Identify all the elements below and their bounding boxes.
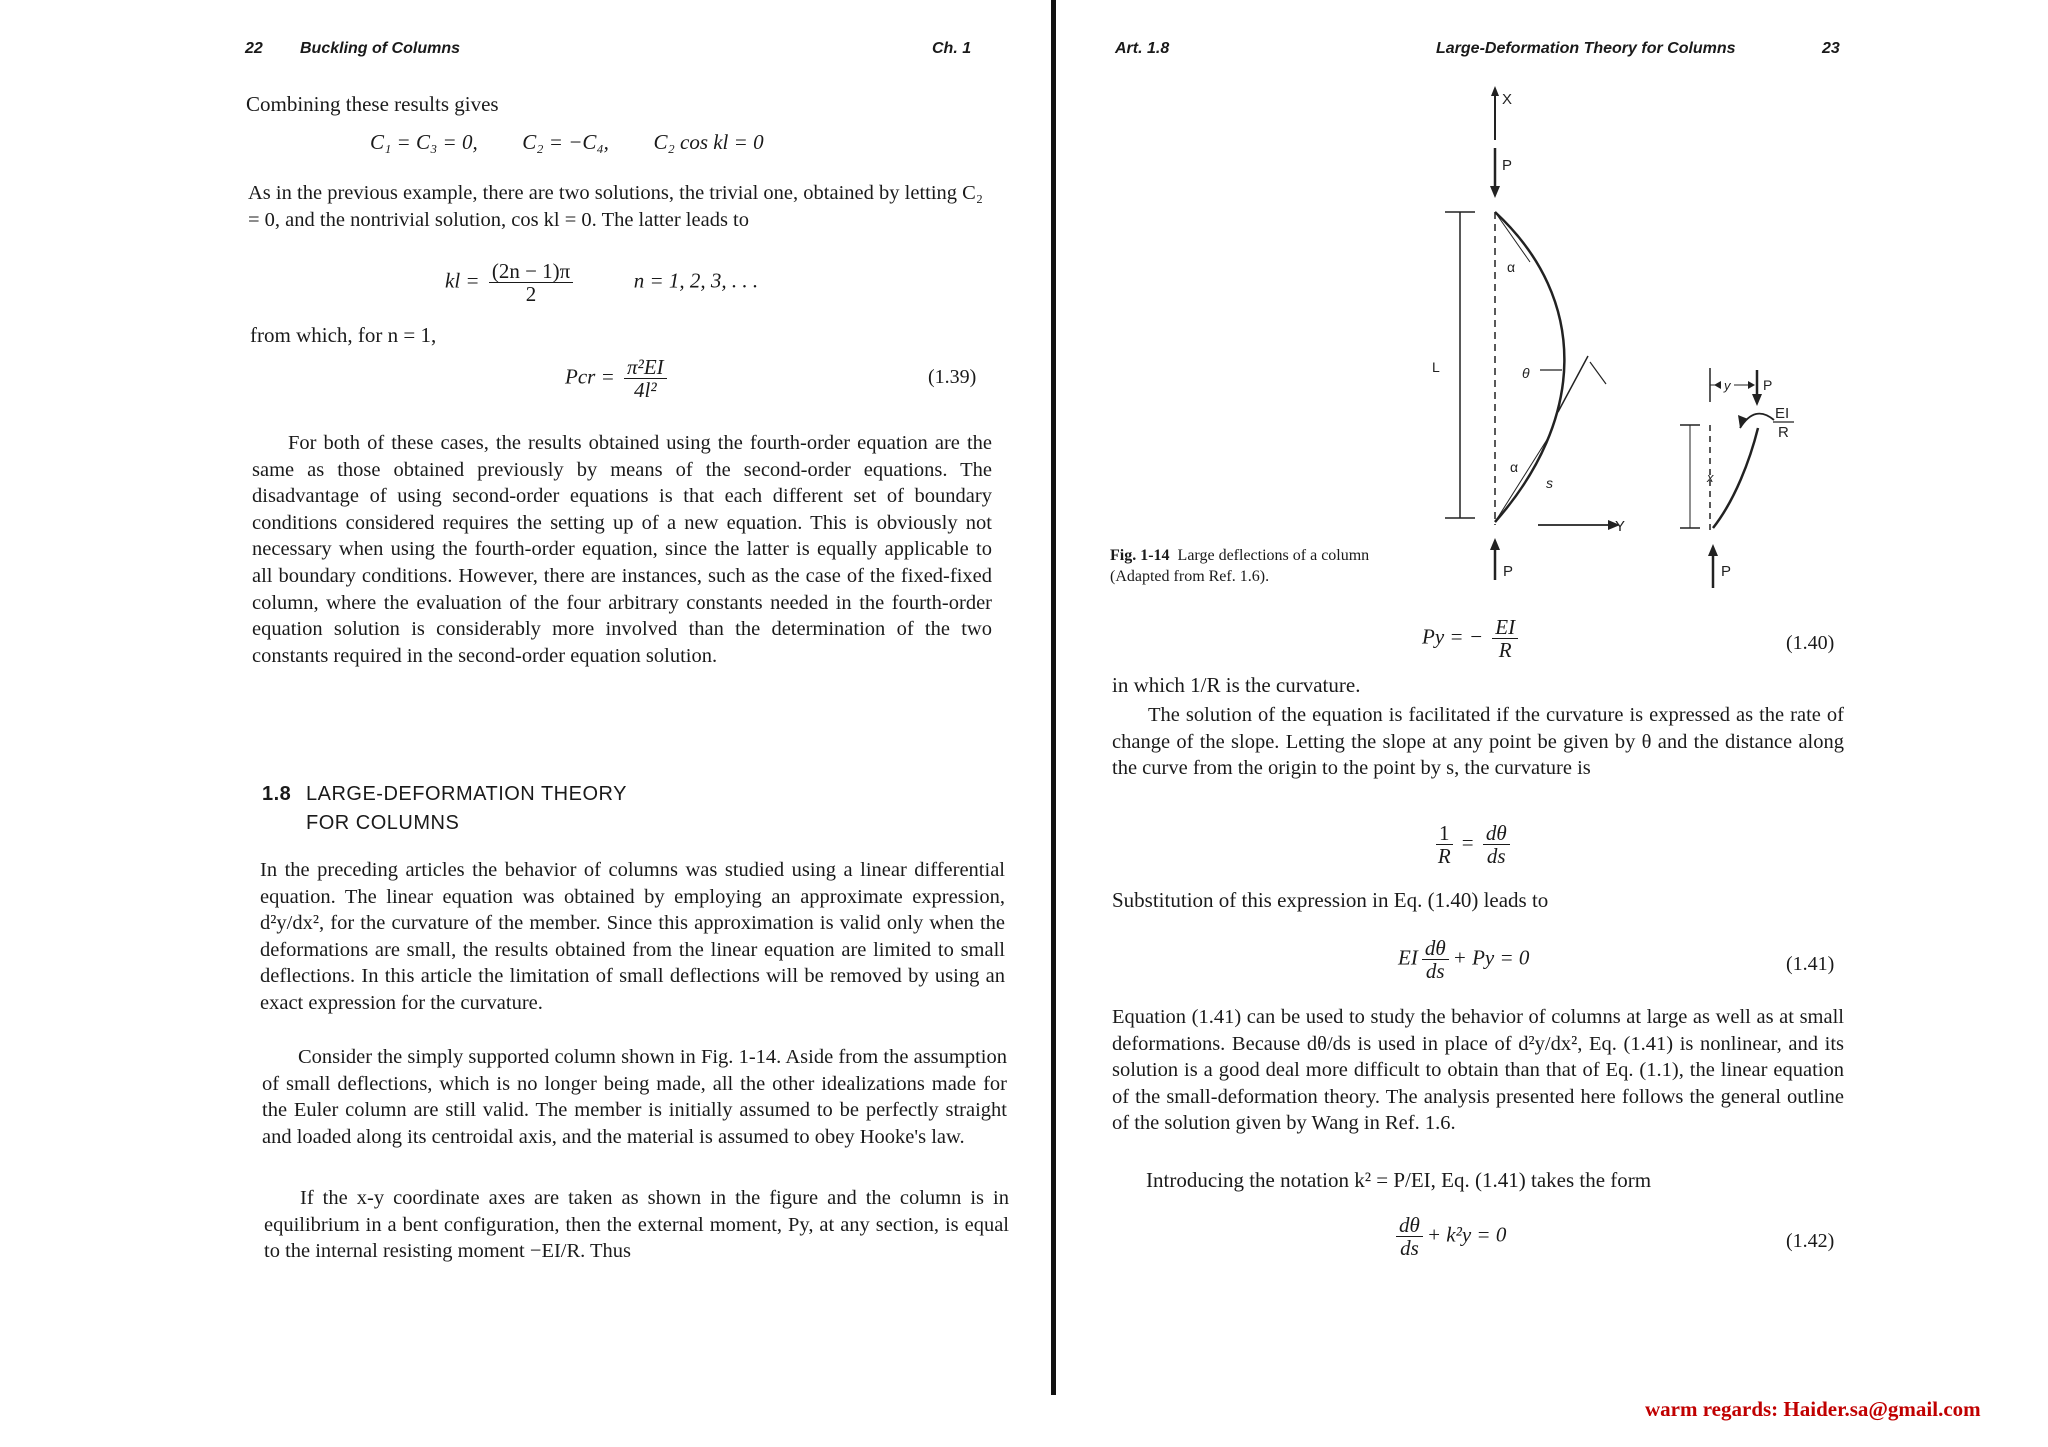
paragraph: Consider the simply supported column shown in Fig. 1-14. Aside from the assumption of small deflections, which is no longer being made, all the other idealizations made for the Euler column are still valid. The member is initially assumed to be perfectly straight and loaded along its centroidal axis, and the material is assumed to obey Hooke's law. — [262, 1046, 1007, 1148]
eq-part: C₂ cos kl = 0 — [653, 130, 764, 154]
figure-caption-text: Large deflections of a column (Adapted from Ref. 1.6). — [1110, 547, 1370, 585]
paragraph: Equation (1.41) can be used to study the behavior of columns at large as well as at small deformations. Because dθ/ds is used in place of d²y/dx², Eq. (1.41) is nonlinear, and its solution is a good deal more difficult to obtain than that of Eq. (1.1), the linear equation of the small-deformation theory. The analysis presented here follows the general outline of the solution given by Wang in Ref. 1.6. — [1112, 1006, 1844, 1135]
bottom-reaction-arrowhead — [1490, 538, 1500, 550]
load-label: P — [1721, 563, 1732, 580]
fbd-x-label: x — [1707, 470, 1714, 485]
eq-lhs: Py = − — [1422, 624, 1483, 649]
fraction — [1492, 616, 1518, 661]
denominator: R — [1498, 638, 1512, 662]
figure-caption-label: Fig. 1-14 — [1110, 547, 1170, 564]
y-axis-label: Y — [1615, 518, 1626, 535]
fbd-bottom-reaction-arrowhead — [1708, 544, 1718, 556]
numerator: EI — [1492, 616, 1518, 639]
moment-arrowhead — [1738, 415, 1748, 428]
paragraph: In the preceding articles the behavior of columns was studied using a linear differential equation. The linear equation was obtained by employing an approximate expression, d²y/dx², for the curvature of the member. Since this approximation is valid only when the deformations are small, the results obtained from the linear equation are limited to small deflections. In this article the limitation of small deflections will be removed by using an exact expression for the curvature. — [260, 859, 1005, 1014]
normal-indicator — [1590, 362, 1606, 384]
fraction — [624, 356, 667, 401]
fbd-column-segment — [1713, 428, 1758, 528]
equation-number: (1.40) — [1786, 632, 1835, 654]
equation-number: (1.41) — [1786, 953, 1835, 975]
section-title: LARGE-DEFORMATION THEORY — [306, 783, 627, 805]
equation-1-41 — [1398, 937, 1529, 982]
denominator: R — [1437, 844, 1451, 868]
load-label: P — [1503, 563, 1514, 580]
section-number: 1.8 — [262, 783, 292, 805]
fraction — [1436, 822, 1453, 867]
page-number: 23 — [1822, 40, 1840, 57]
tangent-line — [1495, 438, 1548, 522]
intro-line: Combining these results gives — [246, 92, 499, 116]
eq-lhs: kl = — [445, 268, 480, 293]
section-heading — [262, 780, 627, 838]
fbd-y-dim-arrowhead — [1714, 381, 1721, 389]
numerator: 1 — [1436, 822, 1453, 845]
tangent-line — [1495, 212, 1530, 262]
footer-note: warm regards: Haider.sa@gmail.com — [1645, 1397, 1981, 1421]
numerator: (2n − 1)π — [489, 260, 573, 283]
denominator: 4l² — [634, 378, 657, 402]
x-axis-arrowhead — [1491, 86, 1499, 96]
figure-1-14 — [1110, 0, 1850, 600]
x-axis-label: X — [1502, 91, 1513, 108]
eq-prefix: EI — [1398, 945, 1418, 970]
fraction — [1422, 937, 1449, 982]
fbd-y-label: y — [1724, 378, 1731, 393]
spread-gutter — [1051, 0, 1056, 1395]
fbd-top-load-arrowhead — [1752, 394, 1762, 406]
equation-curvature — [1432, 822, 1514, 867]
chapter-label: Ch. 1 — [932, 40, 972, 57]
article-label: Art. 1.8 — [1115, 40, 1170, 57]
numerator: dθ — [1483, 822, 1510, 845]
load-label: P — [1763, 377, 1773, 393]
alpha-label-bottom: α — [1510, 459, 1519, 475]
paragraph: If the x-y coordinate axes are taken as shown in the figure and the column is in equilibrium in a bent configuration, then the external moment, Py, at any section, is equal to the internal resisting moment −EI/R. Thus — [264, 1187, 1009, 1263]
moment-label-r: R — [1778, 424, 1789, 441]
from-which-line: from which, for n = 1, — [250, 323, 437, 347]
page-number: 22 — [245, 40, 263, 57]
right-page — [1110, 0, 1850, 1400]
equation-number: (1.39) — [928, 366, 977, 388]
fraction — [1396, 1214, 1423, 1259]
theta-label: θ — [1522, 365, 1530, 381]
fbd-y-dim-arrowhead — [1748, 381, 1755, 389]
denominator: 2 — [525, 282, 537, 306]
numerator: dθ — [1422, 937, 1449, 960]
top-load-arrowhead — [1490, 186, 1500, 198]
length-label: L — [1432, 359, 1440, 375]
numerator: dθ — [1396, 1214, 1423, 1237]
alpha-label-top: α — [1507, 259, 1516, 275]
moment-label-ei: EI — [1775, 405, 1790, 422]
fraction — [489, 260, 573, 305]
denominator: ds — [1400, 1236, 1419, 1260]
eq-part: C₁ = C₃ = 0, — [370, 130, 478, 154]
introducing-line: Introducing the notation k² = P/EI, Eq. (1.41) takes the form — [1146, 1168, 1652, 1192]
arc-length-label: s — [1546, 475, 1553, 491]
eq-equals: = — [1461, 830, 1474, 855]
eq-part: C₂ = −C₄, — [522, 130, 609, 154]
paragraph: As in the previous example, there are two solutions, the trivial one, obtained by letting C₂ = 0, and the nontrivial solution, cos kl = 0. The latter leads to — [248, 182, 983, 231]
paragraph: For both of these cases, the results obtained using the fourth-order equation are the same as those obtained previously by means of the second-order equations. The disadvantage of using second-order equations is that each different set of boundary conditions considered requires the setting up of a new equation. This is obviously not necessary when using the fourth-order equation, since the latter is equally applicable to all boundary conditions. However, there are instances, such as the case of the fixed-fixed column, where the evaluation of the four arbitrary constants needed in the fourth-order equation solution is considerably more involved than the determination of the two constants required in the second-order equation solution. — [252, 432, 992, 667]
equation-number: (1.42) — [1786, 1230, 1835, 1252]
figure-caption — [1110, 545, 1425, 587]
running-title: Large-Deformation Theory for Columns — [1436, 40, 1736, 57]
running-title: Buckling of Columns — [300, 40, 460, 57]
curvature-line: in which 1/R is the curvature. — [1112, 673, 1361, 697]
load-label: P — [1502, 157, 1513, 174]
equation-1-42 — [1392, 1214, 1506, 1259]
equation-kl — [445, 260, 758, 305]
eq-condition: n = 1, 2, 3, . . . — [633, 268, 759, 293]
equation-pcr — [565, 356, 671, 401]
numerator: π²EI — [624, 356, 667, 379]
denominator: ds — [1486, 844, 1506, 868]
eq-suffix: + Py = 0 — [1452, 945, 1530, 970]
denominator: ds — [1425, 959, 1445, 983]
eq-lhs: Pcr = — [565, 364, 615, 389]
fraction — [1483, 822, 1510, 867]
substitution-line: Substitution of this expression in Eq. (1.40) leads to — [1112, 888, 1549, 912]
section-title: FOR COLUMNS — [306, 812, 460, 834]
left-page — [240, 0, 1010, 1400]
equation-1-40 — [1422, 616, 1522, 661]
deflected-column-curve — [1495, 212, 1564, 522]
left-running-head — [240, 40, 1010, 64]
eq-suffix: + k²y = 0 — [1426, 1222, 1507, 1247]
paragraph: The solution of the equation is facilitated if the curvature is expressed as the rate of change of the slope. Letting the slope at any point be given by θ and the distance along the curve from the origin to the point by s, the curvature is — [1112, 704, 1844, 780]
equation-constants — [370, 130, 764, 155]
